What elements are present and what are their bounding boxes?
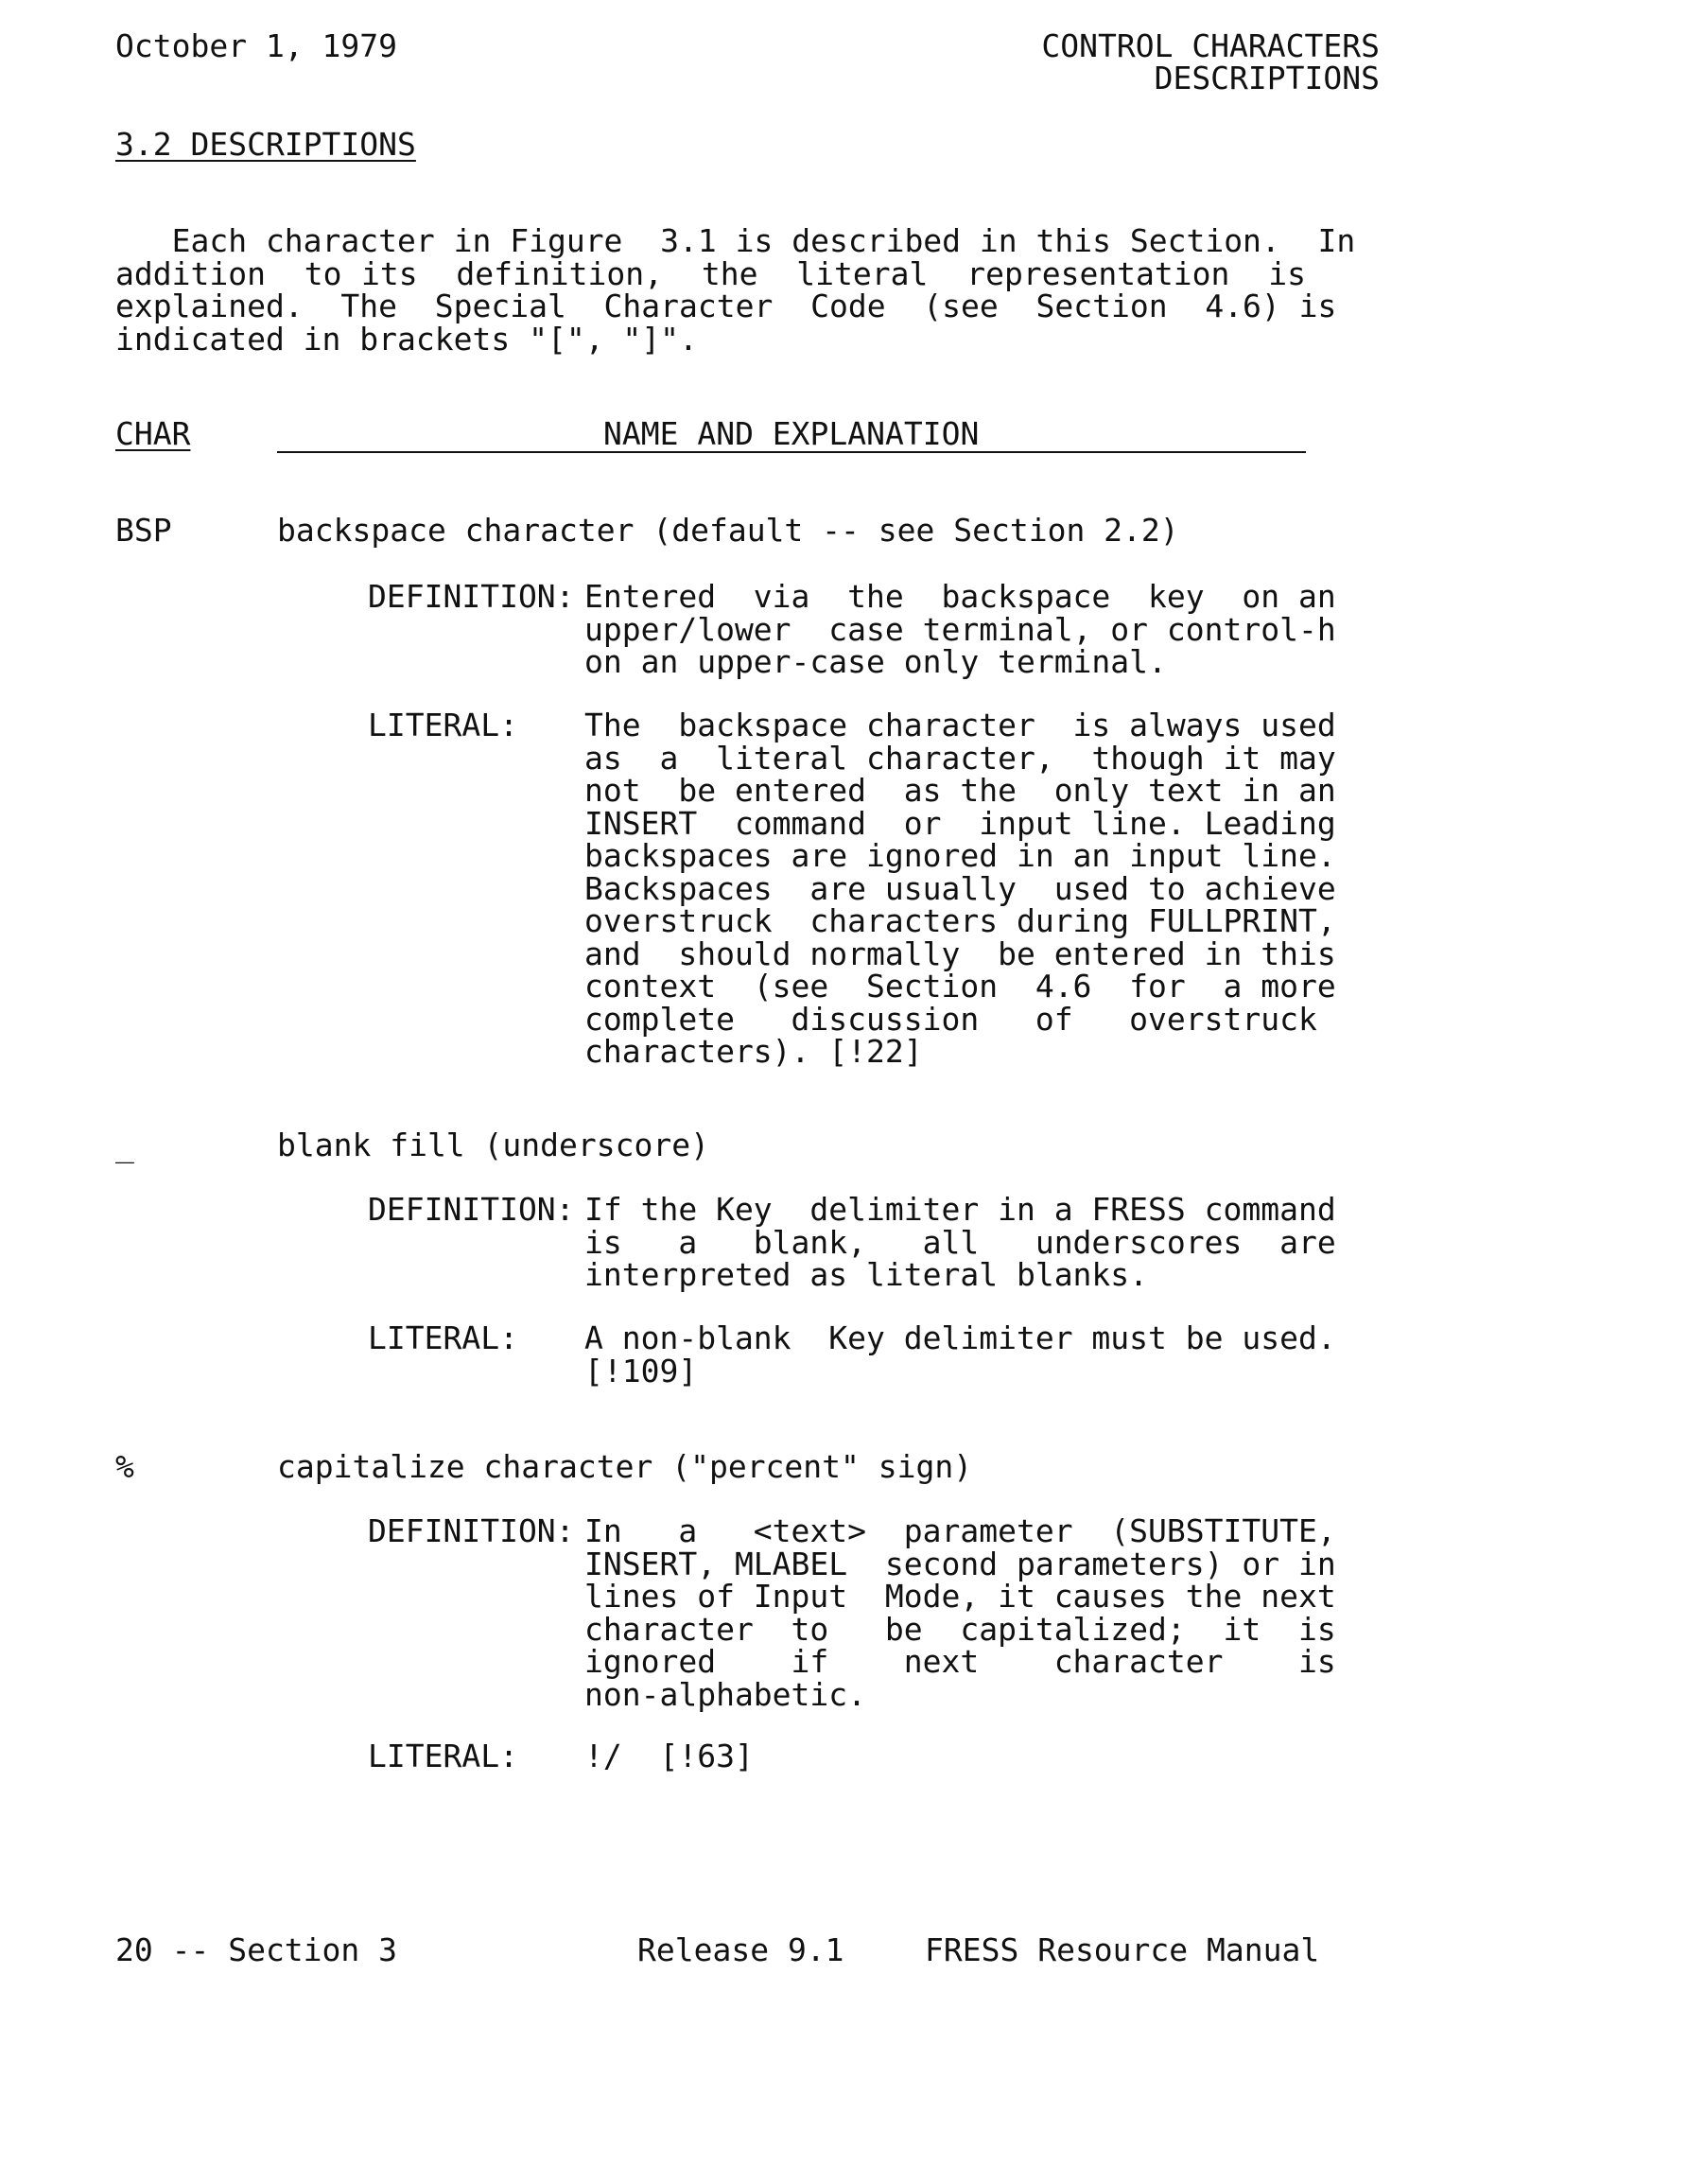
footer-release: Release 9.1 xyxy=(637,1931,844,1968)
text-line: overstruck characters during FULLPRINT, xyxy=(584,902,1336,939)
header-title-line2: DESCRIPTIONS xyxy=(1154,60,1380,96)
column-header-name: NAME AND EXPLANATION xyxy=(603,415,980,452)
entry-name: blank fill (underscore) xyxy=(277,1127,709,1163)
definition-label: DEFINITION: xyxy=(368,1191,575,1228)
literal-label: LITERAL: xyxy=(368,707,518,743)
entry-name: capitalize character ("percent" sign) xyxy=(277,1448,973,1485)
entry-char: % xyxy=(115,1448,134,1485)
footer-manual-title: FRESS Resource Manual xyxy=(925,1931,1320,1968)
entry-char: _ xyxy=(115,1127,134,1163)
text-line: ignored if next character is xyxy=(584,1643,1336,1680)
text-line: complete discussion of overstruck xyxy=(584,1000,1317,1038)
text-line: as a literal character, though it may xyxy=(584,739,1336,777)
text-line: characters). [!22] xyxy=(584,1033,923,1070)
text-line: INSERT command or input line. Leading xyxy=(584,804,1336,842)
text-line: and should normally be entered in this xyxy=(584,935,1336,972)
footer-page-number: 20 -- Section 3 xyxy=(115,1931,398,1968)
literal-text xyxy=(584,707,1336,1070)
literal-text: !/ [!63] xyxy=(584,1738,754,1774)
header-date: October 1, 1979 xyxy=(115,27,398,64)
literal-label: LITERAL: xyxy=(368,1738,518,1774)
column-header-char: CHAR xyxy=(115,415,191,452)
text-line: If the Key delimiter in a FRESS command xyxy=(584,1191,1336,1228)
definition-text xyxy=(584,578,1336,680)
text-line: Entered via the backspace key on an xyxy=(584,578,1336,615)
entry-name: backspace character (default -- see Section 2.2) xyxy=(277,512,1179,549)
literal-text xyxy=(584,1319,1336,1389)
text-line: [!109] xyxy=(584,1352,698,1389)
intro-line: addition to its definition, the literal representation is xyxy=(115,254,1306,292)
definition-text xyxy=(584,1512,1336,1713)
text-line: non-alphabetic. xyxy=(584,1675,867,1713)
text-line: lines of Input Mode, it causes the next xyxy=(584,1578,1336,1615)
text-line: INSERT, MLABEL second parameters) or in xyxy=(584,1545,1336,1582)
text-line: context (see Section 4.6 for a more xyxy=(584,968,1336,1005)
definition-label: DEFINITION: xyxy=(368,1512,575,1549)
intro-line: indicated in brackets "[", "]". xyxy=(115,320,698,358)
text-line: backspaces are ignored in an input line. xyxy=(584,837,1336,874)
text-line: The backspace character is always used xyxy=(584,707,1336,743)
text-line: In a <text> parameter (SUBSTITUTE, xyxy=(584,1512,1336,1549)
text-line: Backspaces are usually used to achieve xyxy=(584,869,1336,907)
intro-line: Each character in Figure 3.1 is described in this Section. In xyxy=(115,222,1356,259)
intro-line: explained. The Special Character Code (see Section 4.6) is xyxy=(115,288,1337,324)
definition-label: DEFINITION: xyxy=(368,578,575,615)
text-line: character to be capitalized; it is xyxy=(584,1610,1336,1648)
text-line: not be entered as the only text in an xyxy=(584,772,1336,809)
text-line: is a blank, all underscores are xyxy=(584,1223,1336,1261)
header-title-line1: CONTROL CHARACTERS xyxy=(1041,27,1380,64)
text-line: on an upper-case only terminal. xyxy=(584,643,1167,680)
section-heading: 3.2 DESCRIPTIONS xyxy=(115,126,416,163)
literal-label: LITERAL: xyxy=(368,1319,518,1356)
text-line: A non-blank Key delimiter must be used. xyxy=(584,1319,1336,1356)
entry-char: BSP xyxy=(115,512,172,549)
text-line: upper/lower case terminal, or control-h xyxy=(584,610,1336,648)
intro-paragraph xyxy=(115,222,1356,358)
text-line: interpreted as literal blanks. xyxy=(584,1256,1149,1293)
definition-text xyxy=(584,1191,1336,1293)
